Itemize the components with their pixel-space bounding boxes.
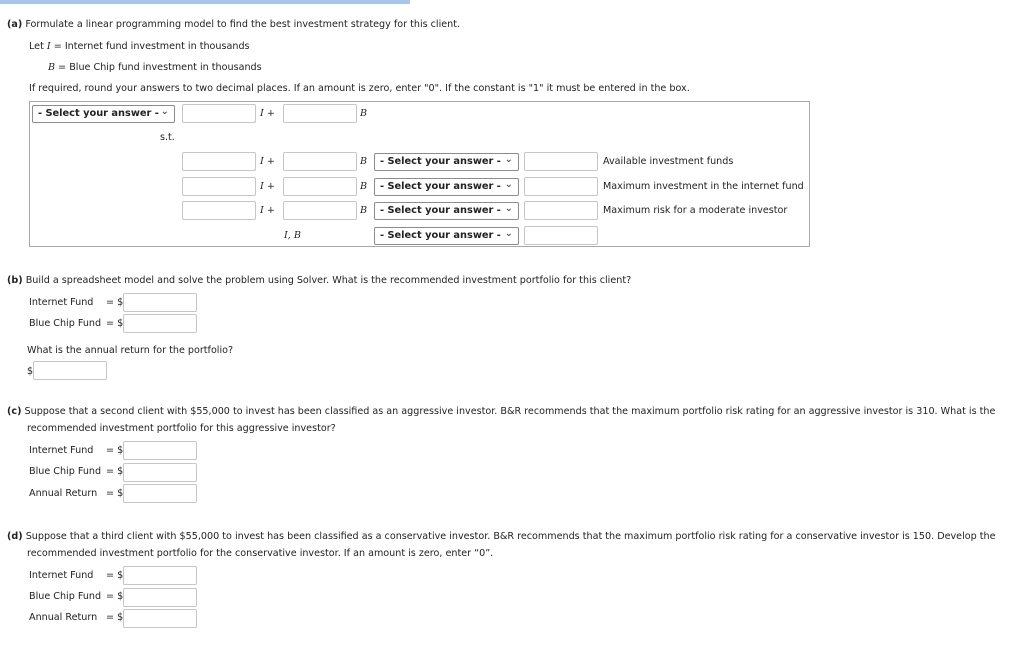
c2-i-plus: I + [260, 181, 275, 192]
var-b-text: = Blue Chip fund investment in thousands [58, 62, 262, 73]
d-return-label: Annual Return [29, 612, 98, 623]
c3-description: Maximum risk for a moderate investor [603, 205, 788, 216]
c3-i-coef-input[interactable] [182, 201, 256, 220]
nonneg-rhs-input[interactable] [524, 226, 598, 245]
b-return-dollar: $ [27, 366, 34, 377]
objective-b-letter: B [360, 108, 368, 119]
var-b-symbol: B [48, 62, 56, 73]
chevron-down-icon: ⌄ [504, 179, 513, 190]
c-bluechip-eq: = $ [106, 466, 124, 477]
d-return-input[interactable] [123, 609, 197, 628]
b-return-question: What is the annual return for the portfolio? [27, 345, 234, 356]
d-internet-input[interactable] [123, 566, 197, 585]
part-b-text: Build a spreadsheet model and solve the problem using Solver. What is the recommended investment portfolio for this client? [25, 275, 632, 286]
c2-rhs-input[interactable] [524, 177, 598, 196]
part-c-text-2: recommended investment portfolio for this aggressive investor? [27, 423, 336, 434]
part-c-label: (c) [7, 406, 22, 417]
c2-description: Maximum investment in the internet fund [603, 181, 804, 192]
c2-relation-select[interactable] [374, 178, 519, 196]
c2-b-letter: B [360, 181, 368, 192]
c1-i-coef-input[interactable] [182, 152, 256, 171]
d-internet-eq: = $ [106, 570, 124, 581]
objective-b-coef-input[interactable] [283, 104, 357, 123]
var-i-symbol: I [46, 41, 51, 52]
let-prefix: Let [29, 41, 44, 52]
part-c-heading [7, 406, 995, 417]
part-d-text-1: Suppose that a third client with $55,000 to invest has been classified as a conservative investor. B&R recommends that the maximum portfolio risk rating for a conservative investor is 150. Develop the [25, 531, 996, 542]
c-return-label: Annual Return [29, 488, 98, 499]
top-highlight-bar [0, 0, 410, 4]
b-internet-eq: = $ [106, 297, 124, 308]
c3-b-letter: B [360, 205, 368, 216]
c2-b-coef-input[interactable] [283, 177, 357, 196]
b-internet-label: Internet Fund [29, 297, 94, 308]
d-bluechip-eq: = $ [106, 591, 124, 602]
d-bluechip-label: Blue Chip Fund [29, 591, 102, 602]
part-b-label: (b) [7, 275, 23, 286]
part-d-label: (d) [7, 531, 23, 542]
part-a-label: (a) [7, 19, 23, 30]
c3-relation-select[interactable] [374, 202, 519, 220]
objective-select-label: - Select your answer - [38, 108, 159, 119]
part-d-text-2: recommended investment portfolio for the conservative investor. If an amount is zero, enter “0”. [27, 548, 494, 559]
c1-relation-select[interactable] [374, 153, 519, 171]
part-b-heading [7, 275, 631, 286]
d-internet-label: Internet Fund [29, 570, 94, 581]
c1-b-letter: B [360, 156, 368, 167]
b-bluechip-eq: = $ [106, 318, 124, 329]
b-bluechip-label: Blue Chip Fund [29, 318, 102, 329]
d-return-eq: = $ [106, 612, 124, 623]
b-return-input[interactable] [33, 361, 107, 380]
d-bluechip-input[interactable] [123, 588, 197, 607]
part-c-text-1: Suppose that a second client with $55,000 to invest has been classified as an aggressive investor. B&R recommends that the maximum portfolio risk rating for an aggressive investor is 310. What is the [24, 406, 996, 417]
c3-rhs-input[interactable] [524, 201, 598, 220]
c3-select-label: - Select your answer - [380, 205, 501, 216]
part-d-heading [7, 531, 996, 542]
nonneg-relation-select[interactable] [374, 227, 519, 245]
c-return-eq: = $ [106, 488, 124, 499]
c3-b-coef-input[interactable] [283, 201, 357, 220]
c1-rhs-input[interactable] [524, 152, 598, 171]
c-bluechip-label: Blue Chip Fund [29, 466, 102, 477]
objective-select[interactable] [32, 105, 175, 123]
part-a-text: Formulate a linear programming model to find the best investment strategy for this client. [25, 19, 461, 30]
c-bluechip-input[interactable] [123, 463, 197, 482]
var-b-definition [48, 62, 262, 73]
c1-i-plus: I + [260, 156, 275, 167]
nonneg-vars: I, B [284, 230, 301, 241]
objective-i-plus: I + [260, 108, 275, 119]
c1-select-label: - Select your answer - [380, 156, 501, 167]
c3-i-plus: I + [260, 205, 275, 216]
b-internet-input[interactable] [123, 293, 197, 312]
c-internet-input[interactable] [123, 441, 197, 460]
nonneg-select-label: - Select your answer - [380, 230, 501, 241]
c-internet-label: Internet Fund [29, 445, 94, 456]
c1-b-coef-input[interactable] [283, 152, 357, 171]
chevron-down-icon: ⌄ [504, 203, 513, 214]
c1-description: Available investment funds [603, 156, 734, 167]
chevron-down-icon: ⌄ [504, 154, 513, 165]
objective-i-coef-input[interactable] [182, 104, 256, 123]
c-return-input[interactable] [123, 484, 197, 503]
rounding-instruction: If required, round your answers to two decimal places. If an amount is zero, enter "0". If the constant is "1" it must be entered in the box. [29, 83, 690, 94]
var-i-text: = Internet fund investment in thousands [53, 41, 250, 52]
var-i-definition [29, 41, 250, 52]
chevron-down-icon: ⌄ [504, 228, 513, 239]
chevron-down-icon: ⌄ [160, 106, 169, 117]
c2-select-label: - Select your answer - [380, 181, 501, 192]
subject-to-label: s.t. [160, 132, 175, 143]
part-a-heading [7, 19, 460, 30]
c-internet-eq: = $ [106, 445, 124, 456]
b-bluechip-input[interactable] [123, 314, 197, 333]
c2-i-coef-input[interactable] [182, 177, 256, 196]
